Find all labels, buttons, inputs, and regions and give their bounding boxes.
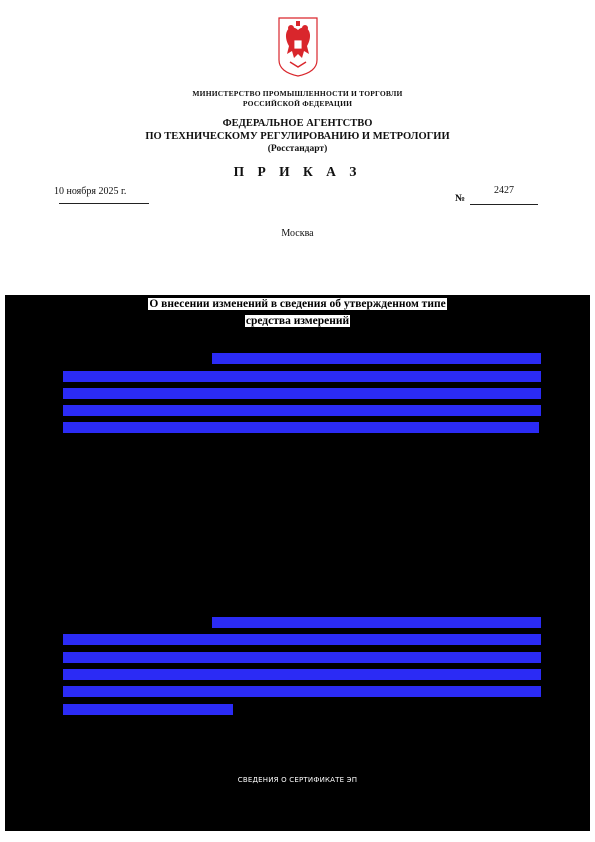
highlight-line bbox=[212, 353, 541, 364]
number-underline bbox=[470, 204, 538, 205]
highlight-line bbox=[63, 686, 541, 697]
agency-name bbox=[0, 118, 595, 156]
order-number: 2427 bbox=[494, 185, 514, 196]
highlight-line bbox=[63, 634, 541, 645]
order-heading-line-1: О внесении изменений в сведения об утвержденном типе bbox=[149, 298, 446, 310]
order-number-label: № bbox=[455, 193, 466, 204]
highlight-line bbox=[63, 669, 541, 680]
order-heading bbox=[0, 296, 595, 330]
highlight-line bbox=[63, 652, 541, 663]
order-heading-line-2: средства измерений bbox=[245, 315, 350, 327]
order-city: Москва bbox=[281, 228, 314, 239]
ministry-line-2: РОССИЙСКОЙ ФЕДЕРАЦИИ bbox=[242, 99, 353, 108]
highlight-line bbox=[63, 371, 541, 382]
highlight-line bbox=[63, 422, 539, 433]
highlight-line bbox=[63, 405, 541, 416]
agency-line-2: ПО ТЕХНИЧЕСКОМУ РЕГУЛИРОВАНИЮ И МЕТРОЛОГИИ bbox=[145, 130, 450, 142]
coat-of-arms-emblem-icon bbox=[277, 16, 319, 78]
ministry-line-1: МИНИСТЕРСТВО ПРОМЫШЛЕННОСТИ И ТОРГОВЛИ bbox=[192, 89, 403, 98]
ministry-name bbox=[0, 89, 595, 109]
date-underline bbox=[59, 203, 149, 204]
agency-line-1: ФЕДЕРАЛЬНОЕ АГЕНТСТВО bbox=[222, 118, 373, 129]
highlight-line bbox=[63, 704, 233, 715]
order-title: П Р И К А З bbox=[233, 164, 362, 179]
highlight-line bbox=[212, 617, 541, 628]
agency-abbreviation: (Росстандарт) bbox=[267, 144, 328, 154]
order-date: 10 ноября 2025 г. bbox=[54, 186, 127, 197]
signature-certificate-caption: СВЕДЕНИЯ О СЕРТИФИКАТЕ ЭП bbox=[237, 776, 358, 784]
highlight-line bbox=[63, 388, 541, 399]
